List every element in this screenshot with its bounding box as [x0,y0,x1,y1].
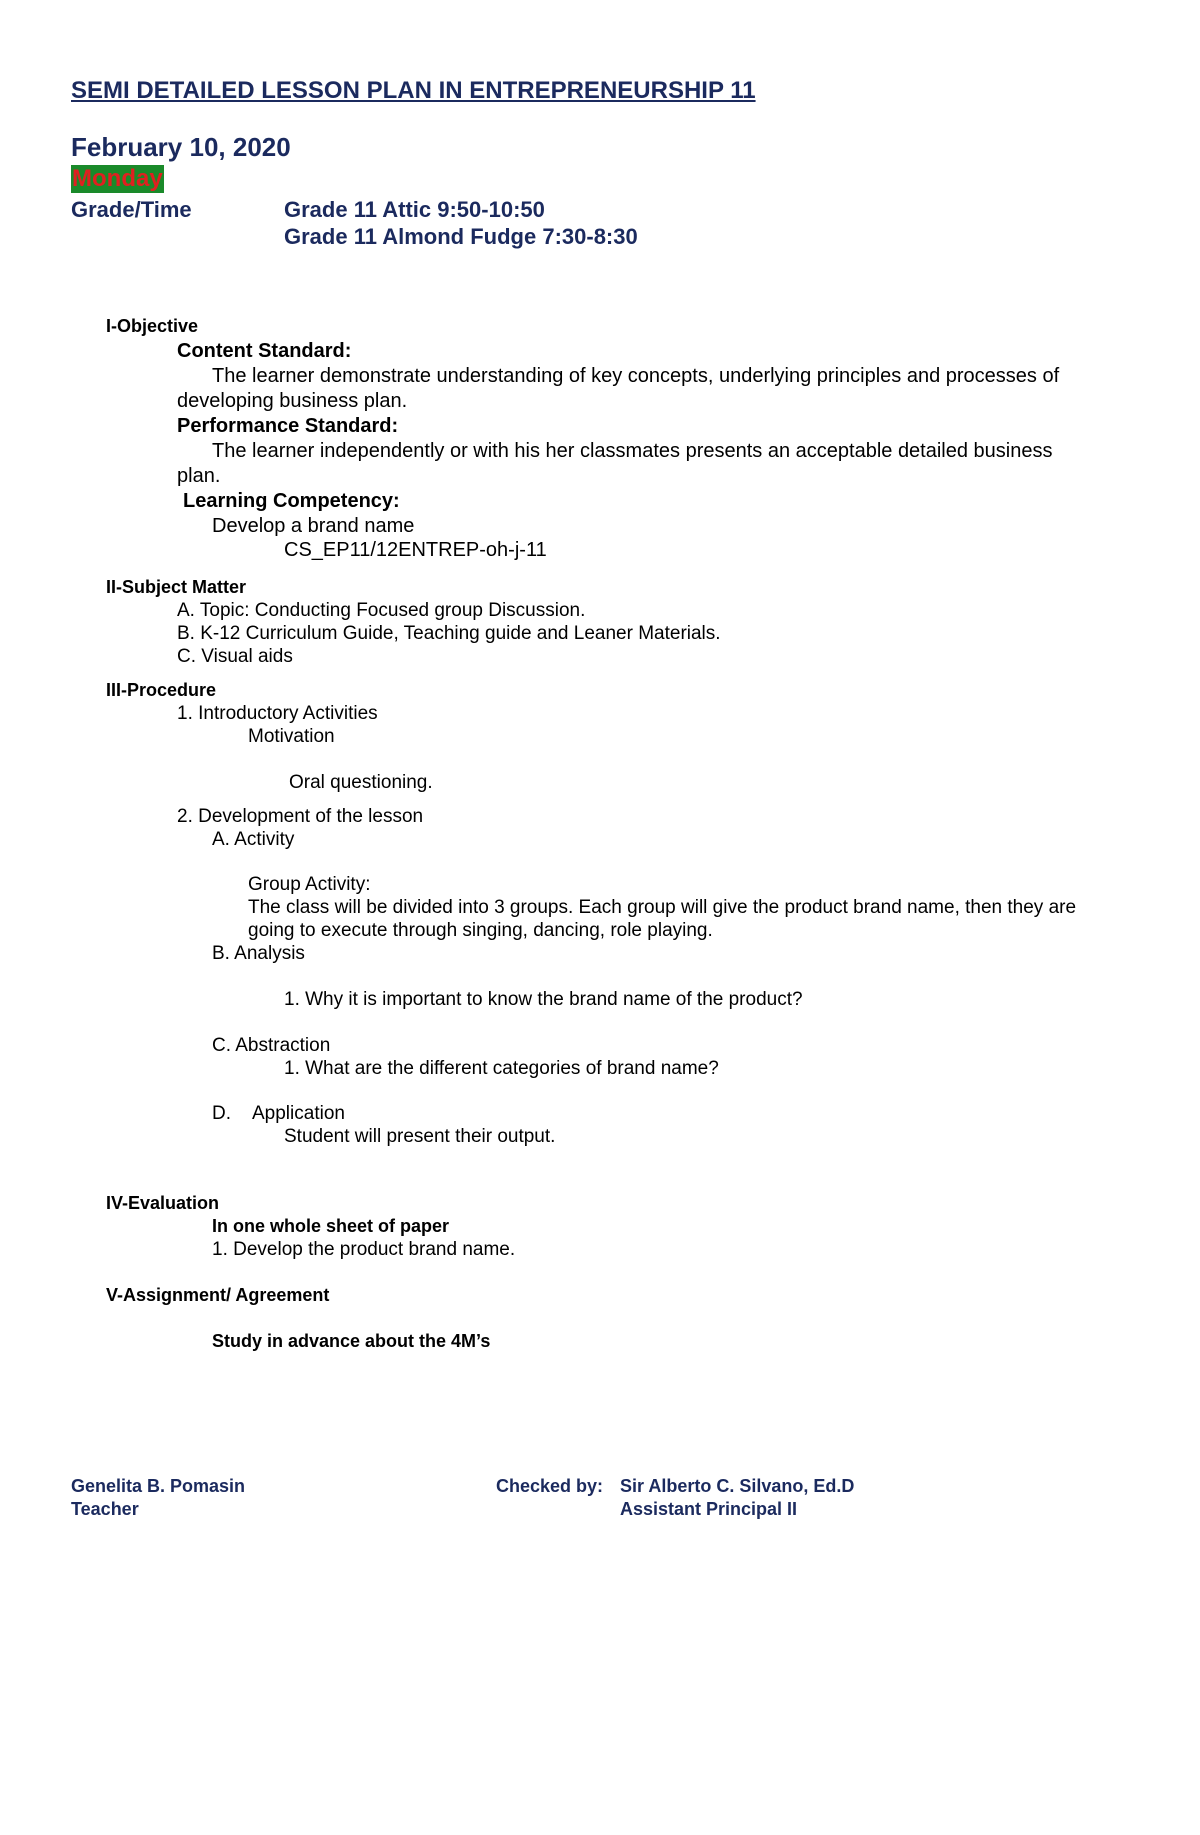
assignment-heading: V-Assignment/ Agreement [106,1285,330,1305]
analysis-question: 1. Why it is important to know the brand name of the product? [284,989,803,1010]
application-label: Application [252,1103,345,1124]
evaluation-item: 1. Develop the product brand name. [212,1239,516,1260]
content-standard-label: Content Standard: [177,340,352,362]
content-standard-text: The learner demonstrate understanding of key concepts, underlying principles and processes of [212,365,1060,387]
analysis-label: B. Analysis [212,943,305,964]
assignment-text: Study in advance about the 4M’s [212,1331,491,1351]
group-activity-text-cont: going to execute through singing, dancing, role playing. [248,920,713,941]
checked-by-label: Checked by: [496,1476,604,1496]
evaluation-heading: IV-Evaluation [106,1193,220,1213]
lesson-date: February 10, 2020 [71,132,291,162]
grade-time-label: Grade/Time [71,197,192,222]
performance-standard-label: Performance Standard: [177,415,399,437]
application-text: Student will present their output. [284,1126,556,1147]
content-standard-text-cont: developing business plan. [177,390,408,412]
group-activity-text: The class will be divided into 3 groups. Each group will give the product brand name, then they are [248,897,1077,918]
grade-time-1: Grade 11 Attic 9:50-10:50 [284,197,545,222]
subject-matter-item: A. Topic: Conducting Focused group Discussion. [177,600,586,621]
oral-questioning: Oral questioning. [289,772,433,793]
page-title: SEMI DETAILED LESSON PLAN IN ENTREPRENEURSHIP 11 [71,77,756,104]
abstraction-question: 1. What are the different categories of brand name? [284,1058,719,1079]
subject-matter-heading: II-Subject Matter [106,577,247,597]
evaluation-instruction: In one whole sheet of paper [212,1216,450,1236]
application-letter: D. [212,1103,231,1124]
motivation: Motivation [248,726,335,747]
teacher-name: Genelita B. Pomasin [71,1476,246,1496]
performance-standard-text-cont: plan. [177,465,221,487]
lesson-day: Monday [72,165,163,192]
learning-competency-label: Learning Competency: [183,490,400,512]
group-activity-label: Group Activity: [248,874,371,895]
grade-time-2: Grade 11 Almond Fudge 7:30-8:30 [284,224,638,249]
development-of-lesson: 2. Development of the lesson [177,806,424,827]
performance-standard-text: The learner independently or with his her classmates presents an acceptable detailed business [212,440,1053,462]
activity-label: A. Activity [212,829,295,850]
introductory-activities: 1. Introductory Activities [177,703,378,724]
competency-code: CS_EP11/12ENTREP-oh-j-11 [284,539,547,561]
learning-competency-text: Develop a brand name [212,515,415,537]
checker-name: Sir Alberto C. Silvano, Ed.D [620,1476,855,1496]
teacher-role: Teacher [71,1499,139,1519]
procedure-heading: III-Procedure [106,680,217,700]
abstraction-label: C. Abstraction [212,1035,331,1056]
checker-role: Assistant Principal II [620,1499,798,1519]
subject-matter-item: C. Visual aids [177,646,293,667]
objective-heading: I-Objective [106,316,199,336]
subject-matter-item: B. K-12 Curriculum Guide, Teaching guide and Leaner Materials. [177,623,721,644]
